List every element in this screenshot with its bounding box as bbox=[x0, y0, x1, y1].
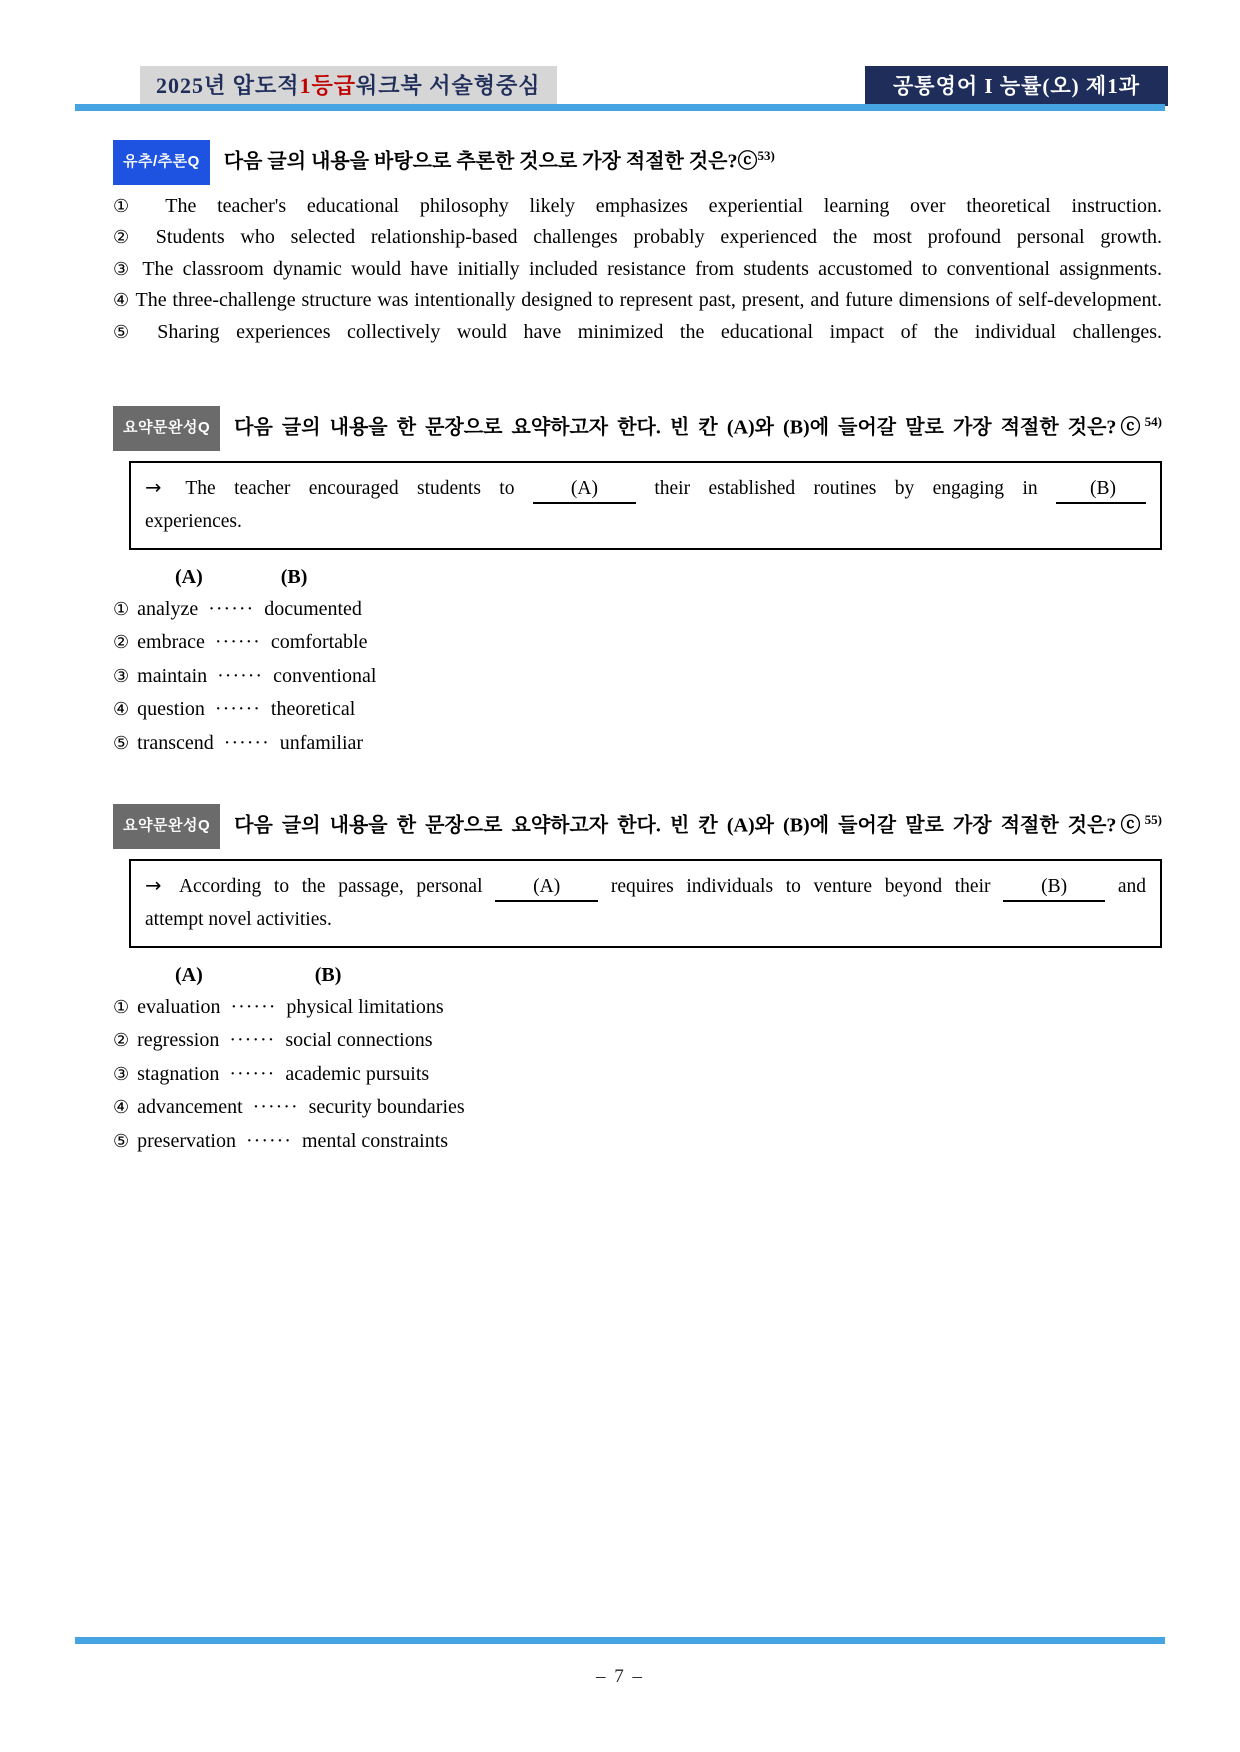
option-text: Sharing experiences collectively would have minimized the educational impact of the individual challenges. bbox=[157, 320, 1163, 343]
pair-option-item bbox=[113, 1091, 1162, 1125]
column-header-b: (B) bbox=[314, 963, 342, 986]
worksheet-content bbox=[113, 136, 1162, 1158]
page-number: – 7 – bbox=[596, 1666, 644, 1687]
column-header-a: (A) bbox=[175, 565, 203, 588]
option-item bbox=[113, 317, 1162, 349]
circled-number: ⑤ bbox=[113, 732, 130, 754]
option-text: Students who selected relationship-based challenges probably experienced the most profound personal growth. bbox=[155, 226, 1163, 249]
pair-word-a: regression bbox=[137, 1029, 220, 1052]
ellipsis-dots: ······ bbox=[246, 1129, 292, 1152]
circled-number: ④ bbox=[113, 290, 130, 312]
question-53-prompt bbox=[113, 136, 1162, 185]
circled-number: ③ bbox=[113, 258, 134, 280]
option-text: The three-challenge structure was intentionally designed to represent past, present, and future dimensions of self-development. bbox=[135, 289, 1163, 312]
circled-number: ④ bbox=[113, 1097, 130, 1119]
question-54-number: 54) bbox=[1144, 414, 1162, 430]
option-text: The classroom dynamic would have initially included resistance from students accustomed to conventional assignments. bbox=[142, 257, 1162, 280]
arrow-icon: → bbox=[145, 873, 162, 897]
question-55-prompt-text: 다음 글의 내용을 한 문장으로 요약하고자 한다. 빈 칸 (A)와 (B)에 들어갈 말로 가장 적절한 것은?ⓒ bbox=[234, 814, 1145, 837]
header-divider bbox=[75, 104, 1165, 111]
circled-number: ⑤ bbox=[113, 1130, 130, 1152]
question-54 bbox=[113, 402, 1162, 760]
pair-word-a: question bbox=[137, 698, 205, 721]
pair-word-b: security boundaries bbox=[308, 1096, 465, 1119]
circled-number: ③ bbox=[113, 1063, 130, 1085]
ellipsis-dots: ······ bbox=[223, 731, 270, 754]
workbook-title-badge bbox=[140, 66, 557, 105]
blank-a: (A) bbox=[495, 874, 598, 902]
summary-text-before-a: According to the passage, personal bbox=[178, 875, 483, 897]
pair-option-item bbox=[113, 660, 1162, 694]
pair-word-b: conventional bbox=[273, 664, 377, 687]
pair-option-item bbox=[113, 1024, 1162, 1058]
pair-option-item bbox=[113, 1058, 1162, 1092]
pair-word-b: comfortable bbox=[270, 631, 368, 654]
question-54-prompt-text: 다음 글의 내용을 한 문장으로 요약하고자 한다. 빈 칸 (A)와 (B)에 들어갈 말로 가장 적절한 것은?ⓒ bbox=[234, 416, 1145, 439]
question-53-options bbox=[113, 191, 1162, 349]
option-item bbox=[113, 222, 1162, 254]
summary-text-before-a: The teacher encouraged students to bbox=[185, 477, 515, 499]
pair-word-b: academic pursuits bbox=[285, 1062, 430, 1085]
pair-option-item bbox=[113, 727, 1162, 761]
option-item bbox=[113, 254, 1162, 286]
summary-text-between: their established routines by engaging in bbox=[654, 477, 1038, 499]
ellipsis-dots: ······ bbox=[230, 995, 277, 1018]
summary-line-1 bbox=[145, 869, 1146, 903]
circled-number: ① bbox=[113, 195, 145, 217]
circled-number: ② bbox=[113, 1030, 130, 1052]
pair-word-a: preservation bbox=[137, 1129, 236, 1152]
question-53-prompt-text: 다음 글의 내용을 바탕으로 추론한 것으로 가장 적절한 것은?ⓒ bbox=[223, 150, 758, 173]
summary-text-between: requires individuals to venture beyond their bbox=[610, 875, 991, 897]
pair-word-a: analyze bbox=[137, 597, 199, 620]
workbook-title-pre: 2025년 압도적 bbox=[156, 73, 300, 98]
column-header-a: (A) bbox=[175, 963, 203, 986]
question-55 bbox=[113, 800, 1162, 1158]
blank-a: (A) bbox=[533, 476, 636, 504]
pair-word-b: theoretical bbox=[270, 698, 356, 721]
pair-word-a: advancement bbox=[137, 1096, 243, 1119]
pair-column-headers bbox=[113, 566, 1162, 589]
blank-b: (B) bbox=[1003, 874, 1105, 902]
ellipsis-dots: ······ bbox=[214, 631, 261, 654]
ellipsis-dots: ······ bbox=[217, 664, 264, 687]
summary-line-1 bbox=[145, 471, 1146, 505]
option-item bbox=[113, 191, 1162, 223]
chapter-badge: 공통영어 I 능률(오) 제1과 bbox=[865, 66, 1168, 106]
pair-word-b: mental constraints bbox=[301, 1129, 449, 1152]
pair-option-item bbox=[113, 991, 1162, 1025]
question-type-badge-inference: 유추/추론Q bbox=[113, 140, 210, 185]
pair-column-headers bbox=[113, 964, 1162, 987]
circled-number: ② bbox=[113, 632, 130, 654]
circled-number: ④ bbox=[113, 699, 130, 721]
pair-word-a: embrace bbox=[137, 631, 205, 654]
question-55-options bbox=[113, 991, 1162, 1159]
pair-option-item bbox=[113, 626, 1162, 660]
blank-b: (B) bbox=[1056, 476, 1146, 504]
pair-word-a: stagnation bbox=[137, 1062, 220, 1085]
footer-divider bbox=[75, 1637, 1165, 1644]
circled-number: ① bbox=[113, 996, 130, 1018]
pair-option-item bbox=[113, 693, 1162, 727]
question-53 bbox=[113, 136, 1162, 348]
pair-option-item bbox=[113, 593, 1162, 627]
question-54-prompt bbox=[113, 402, 1162, 451]
pair-word-a: evaluation bbox=[137, 995, 221, 1018]
workbook-title-grade: 1등급 bbox=[299, 73, 357, 98]
ellipsis-dots: ······ bbox=[252, 1096, 299, 1119]
circled-number: ③ bbox=[113, 665, 130, 687]
summary-line-2: attempt novel activities. bbox=[145, 908, 332, 930]
arrow-icon: → bbox=[145, 475, 162, 499]
pair-word-b: documented bbox=[264, 597, 362, 620]
circled-number: ⑤ bbox=[113, 321, 141, 343]
pair-option-item bbox=[113, 1125, 1162, 1159]
question-type-badge-summary: 요약문완성Q bbox=[113, 406, 220, 451]
pair-word-b: unfamiliar bbox=[279, 731, 364, 754]
workbook-title-post: 워크북 서술형중심 bbox=[356, 73, 541, 98]
column-header-b: (B) bbox=[280, 565, 308, 588]
ellipsis-dots: ······ bbox=[214, 698, 261, 721]
pair-word-b: social connections bbox=[285, 1029, 433, 1052]
summary-box bbox=[129, 859, 1162, 948]
question-55-number: 55) bbox=[1144, 812, 1162, 828]
question-55-prompt bbox=[113, 800, 1162, 849]
question-type-badge-summary: 요약문완성Q bbox=[113, 804, 220, 849]
summary-line-2: experiences. bbox=[145, 510, 242, 532]
summary-text-after-b: and bbox=[1117, 875, 1146, 897]
question-54-options bbox=[113, 593, 1162, 761]
ellipsis-dots: ······ bbox=[229, 1029, 276, 1052]
circled-number: ① bbox=[113, 598, 130, 620]
ellipsis-dots: ······ bbox=[208, 597, 255, 620]
pair-word-b: physical limitations bbox=[286, 995, 444, 1018]
pair-word-a: maintain bbox=[137, 664, 208, 687]
pair-word-a: transcend bbox=[137, 731, 214, 754]
option-item bbox=[113, 285, 1162, 317]
option-text: The teacher's educational philosophy likely emphasizes experiential learning over theoretical instruction. bbox=[165, 194, 1162, 217]
question-53-number: 53) bbox=[757, 148, 775, 163]
ellipsis-dots: ······ bbox=[229, 1062, 276, 1085]
summary-box bbox=[129, 461, 1162, 550]
circled-number: ② bbox=[113, 227, 140, 249]
